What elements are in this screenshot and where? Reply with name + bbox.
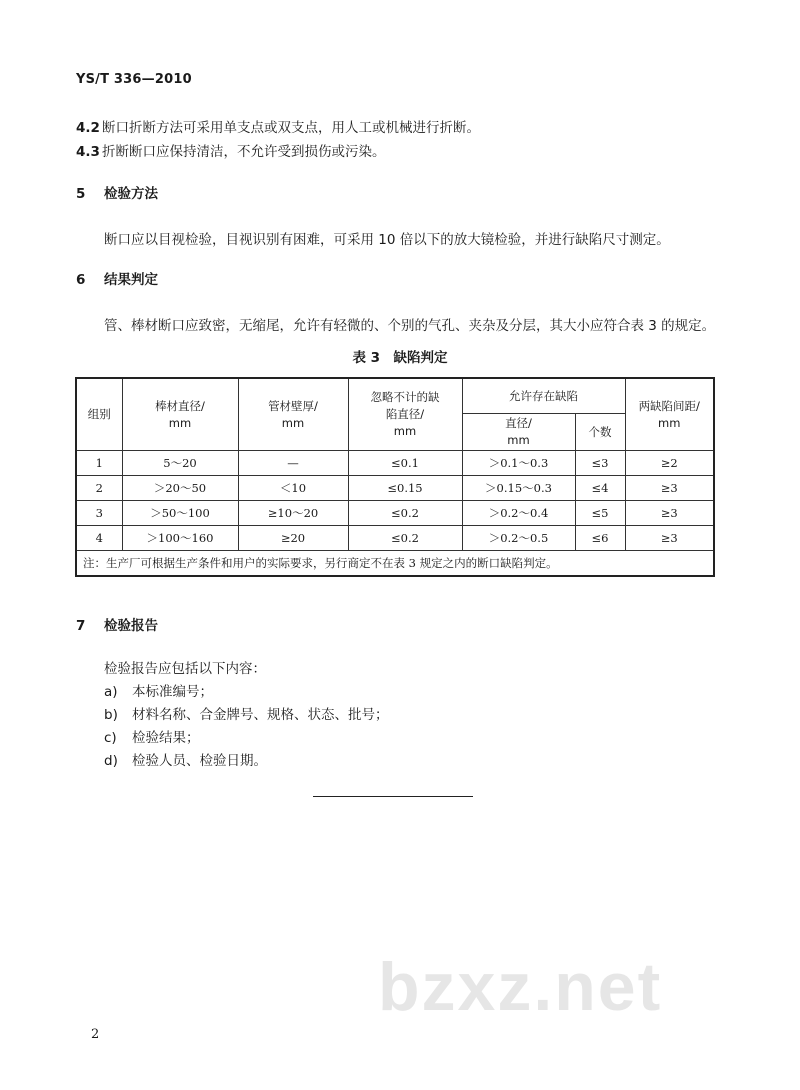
section-number: 5 [76,186,86,202]
section-title-text: 检验方法 [104,186,158,202]
cell-allowed-diameter: ＞0.1～0.3 [462,451,575,476]
cell-spacing: ≥3 [625,476,714,501]
section-6-text: 管、棒材断口应致密，无缩尾，允许有轻微的、个别的气孔、夹杂及分层，其大小应符合表 3 的规定。 [104,318,716,334]
list-item [104,726,200,746]
clause-text: 断口折断方法可采用单支点或双支点，用人工或机械进行折断。 [102,120,480,136]
table-row [76,501,714,526]
table-note-row [76,551,714,577]
cell-tube-wall: ＜10 [238,476,348,501]
cell-allowed-diameter: ＞0.2～0.4 [462,501,575,526]
list-item [104,749,267,769]
list-item-text: 检验结果； [132,730,200,746]
cell-tube-wall: — [238,451,348,476]
section-7-title [76,614,158,634]
list-item-label: c) [104,730,117,746]
cell-allowed-count: ≤4 [575,476,625,501]
table-note: 注：生产厂可根据生产条件和用户的实际要求，另行商定不在表 3 规定之内的断口缺陷判定。 [76,551,714,577]
list-item-text: 材料名称、合金牌号、规格、状态、批号； [132,707,389,723]
list-item-label: b) [104,707,118,723]
cell-allowed-count: ≤5 [575,501,625,526]
cell-allowed-count: ≤6 [575,526,625,551]
cell-allowed-count: ≤3 [575,451,625,476]
header-tube-wall: 管材壁厚/ mm [238,378,348,451]
list-item [104,703,389,723]
table-row [76,451,714,476]
table-title: 表 3 缺陷判定 [352,350,448,366]
watermark: bzxz.net [378,949,663,1025]
section-title-text: 结果判定 [104,272,158,288]
section-7-intro: 检验报告应包括以下内容： [104,661,266,677]
cell-spacing: ≥2 [625,451,714,476]
cell-bar-diameter: 5～20 [122,451,238,476]
table-header-row [76,378,714,414]
clause-number: 4.2 [76,120,100,136]
clause-text: 折断断口应保持清洁，不允许受到损伤或污染。 [102,144,386,160]
header-spacing: 两缺陷间距/ mm [625,378,714,451]
section-6-title [76,268,158,288]
standard-code: YS/T 336—2010 [76,72,192,87]
cell-bar-diameter: ＞20～50 [122,476,238,501]
cell-group: 4 [76,526,122,551]
header-allowed-count: 个数 [575,414,625,451]
header-allowed-diameter: 直径/ mm [462,414,575,451]
clause-4-2 [76,116,480,136]
cell-group: 2 [76,476,122,501]
table-row [76,526,714,551]
header-allowed-defects: 允许存在缺陷 [462,378,625,414]
list-item-label: a) [104,684,118,700]
defect-table [75,377,715,577]
list-item-text: 检验人员、检验日期。 [132,753,267,769]
section-number: 7 [76,618,86,634]
header-group: 组别 [76,378,122,451]
cell-spacing: ≥3 [625,526,714,551]
table-row [76,476,714,501]
cell-negligible: ≤0.2 [348,501,462,526]
list-item-label: d) [104,753,118,769]
section-title-text: 检验报告 [104,618,158,634]
cell-spacing: ≥3 [625,501,714,526]
cell-tube-wall: ≥10～20 [238,501,348,526]
cell-tube-wall: ≥20 [238,526,348,551]
cell-group: 1 [76,451,122,476]
section-number: 6 [76,272,86,288]
section-5-title [76,182,158,202]
clause-number: 4.3 [76,144,100,160]
clause-4-3 [76,140,386,160]
cell-allowed-diameter: ＞0.2～0.5 [462,526,575,551]
list-item [104,680,213,700]
cell-bar-diameter: ＞50～100 [122,501,238,526]
cell-negligible: ≤0.15 [348,476,462,501]
header-negligible-diameter: 忽略不计的缺 陷直径/ mm [348,378,462,451]
header-bar-diameter: 棒材直径/ mm [122,378,238,451]
cell-negligible: ≤0.1 [348,451,462,476]
section-5-text: 断口应以目视检验，目视识别有困难，可采用 10 倍以下的放大镜检验，并进行缺陷尺寸测定。 [104,232,670,248]
cell-group: 3 [76,501,122,526]
cell-allowed-diameter: ＞0.15～0.3 [462,476,575,501]
end-of-document-rule [313,796,473,797]
page-number: 2 [91,1027,100,1042]
list-item-text: 本标准编号； [132,684,213,700]
cell-negligible: ≤0.2 [348,526,462,551]
cell-bar-diameter: ＞100～160 [122,526,238,551]
